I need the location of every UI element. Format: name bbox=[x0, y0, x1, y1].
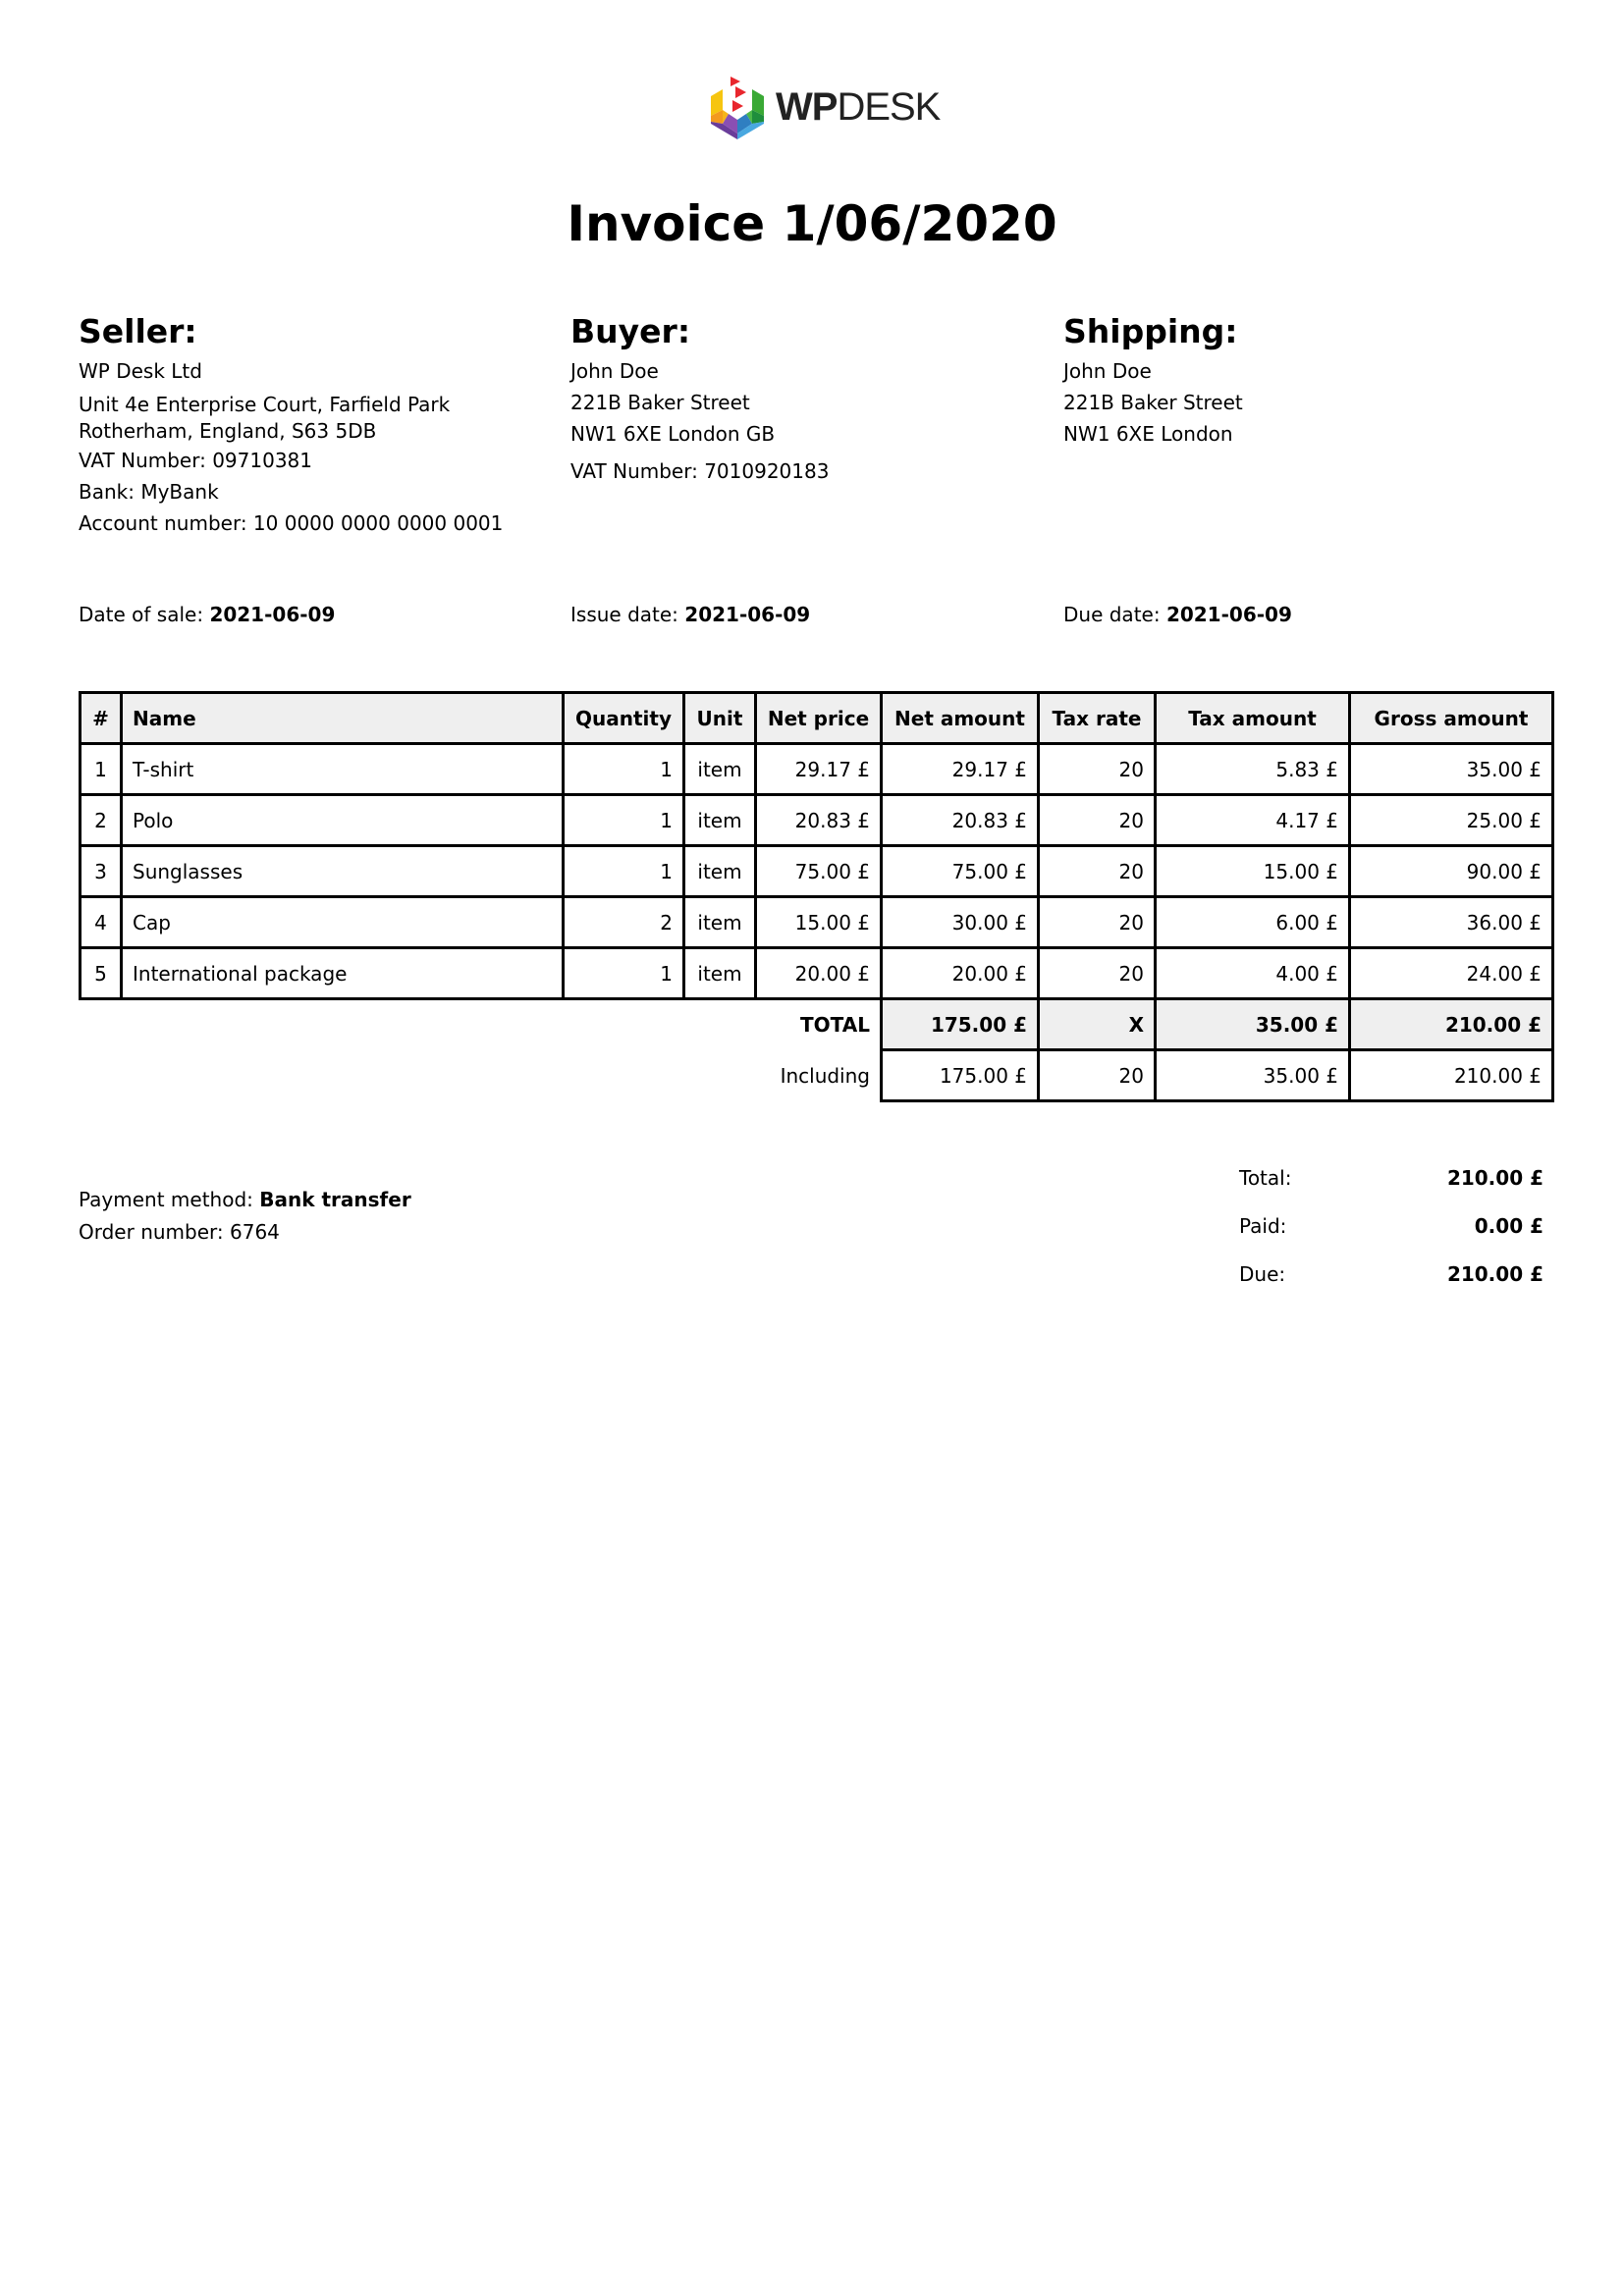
wpdesk-cube-logo-icon bbox=[709, 75, 766, 139]
buyer-city: NW1 6XE London GB bbox=[570, 422, 776, 446]
total-gross-amount: 210.00 £ bbox=[1350, 999, 1553, 1050]
cell-net-amount: 20.83 £ bbox=[882, 795, 1039, 846]
summary-total-label: Total: bbox=[1239, 1166, 1292, 1190]
order-number-value: 6764 bbox=[230, 1220, 280, 1244]
date-of-sale-value: 2021-06-09 bbox=[209, 603, 336, 626]
cell-unit: item bbox=[684, 846, 756, 897]
cell-net-amount: 29.17 £ bbox=[882, 744, 1039, 795]
column-header-tax-rate: Tax rate bbox=[1039, 693, 1156, 744]
cell-gross-amount: 24.00 £ bbox=[1350, 948, 1553, 999]
cell-number: 4 bbox=[81, 897, 122, 948]
cell-quantity: 1 bbox=[564, 846, 684, 897]
summary-total-value: 210.00 £ bbox=[1446, 1166, 1543, 1190]
issue-date-label: Issue date: bbox=[570, 603, 685, 626]
summary-due-row bbox=[1239, 1258, 1543, 1307]
cell-gross-amount: 25.00 £ bbox=[1350, 795, 1553, 846]
column-header-net-amount: Net amount bbox=[882, 693, 1039, 744]
summary-paid-value: 0.00 £ bbox=[1474, 1214, 1543, 1238]
cell-net-amount: 20.00 £ bbox=[882, 948, 1039, 999]
including-tax-amount: 35.00 £ bbox=[1156, 1050, 1350, 1101]
cell-gross-amount: 36.00 £ bbox=[1350, 897, 1553, 948]
due-date bbox=[1063, 603, 1292, 626]
shipping-name: John Doe bbox=[1063, 359, 1152, 383]
cell-tax-rate: 20 bbox=[1039, 897, 1156, 948]
including-tax-rate: 20 bbox=[1039, 1050, 1156, 1101]
total-label: TOTAL bbox=[800, 1013, 870, 1038]
due-date-value: 2021-06-09 bbox=[1165, 603, 1292, 626]
cell-net-price: 20.83 £ bbox=[756, 795, 882, 846]
cell-net-price: 29.17 £ bbox=[756, 744, 882, 795]
seller-bank: Bank: MyBank bbox=[79, 480, 219, 504]
company-logo bbox=[709, 73, 940, 141]
payment-info bbox=[79, 1184, 411, 1249]
summary-due-label: Due: bbox=[1239, 1262, 1286, 1286]
cell-net-price: 15.00 £ bbox=[756, 897, 882, 948]
seller-address-line1: Unit 4e Enterprise Court, Farfield Park bbox=[79, 393, 451, 416]
table-including-row bbox=[81, 1050, 1553, 1101]
including-label: Including bbox=[780, 1063, 870, 1088]
cell-net-amount: 30.00 £ bbox=[882, 897, 1039, 948]
cell-quantity: 2 bbox=[564, 897, 684, 948]
order-number bbox=[79, 1216, 411, 1249]
cell-unit: item bbox=[684, 744, 756, 795]
cell-name: T-shirt bbox=[122, 744, 564, 795]
cell-name: Sunglasses bbox=[122, 846, 564, 897]
cell-gross-amount: 90.00 £ bbox=[1350, 846, 1553, 897]
date-of-sale-label: Date of sale: bbox=[79, 603, 210, 626]
cell-quantity: 1 bbox=[564, 795, 684, 846]
cell-net-price: 75.00 £ bbox=[756, 846, 882, 897]
cell-number: 1 bbox=[81, 744, 122, 795]
payment-summary bbox=[1239, 1162, 1543, 1307]
column-header-net-price: Net price bbox=[756, 693, 882, 744]
column-header-quantity: Quantity bbox=[564, 693, 684, 744]
summary-paid-row bbox=[1239, 1210, 1543, 1258]
summary-due-value: 210.00 £ bbox=[1446, 1262, 1543, 1286]
cell-unit: item bbox=[684, 897, 756, 948]
total-tax-amount: 35.00 £ bbox=[1156, 999, 1350, 1050]
cell-net-amount: 75.00 £ bbox=[882, 846, 1039, 897]
total-net-amount: 175.00 £ bbox=[882, 999, 1039, 1050]
invoice-title: Invoice 1/06/2020 bbox=[567, 195, 1057, 252]
table-row bbox=[81, 897, 1553, 948]
seller-name: WP Desk Ltd bbox=[79, 359, 202, 383]
cell-tax-amount: 15.00 £ bbox=[1156, 846, 1350, 897]
cell-name: Polo bbox=[122, 795, 564, 846]
cell-quantity: 1 bbox=[564, 948, 684, 999]
summary-total-row bbox=[1239, 1162, 1543, 1210]
column-header-tax-amount: Tax amount bbox=[1156, 693, 1350, 744]
invoice-items-table bbox=[79, 691, 1554, 1102]
buyer-name: John Doe bbox=[570, 359, 659, 383]
cell-tax-rate: 20 bbox=[1039, 744, 1156, 795]
total-tax-rate: X bbox=[1039, 999, 1156, 1050]
table-header-row bbox=[81, 693, 1553, 744]
cell-number: 3 bbox=[81, 846, 122, 897]
due-date-label: Due date: bbox=[1063, 603, 1166, 626]
cell-tax-rate: 20 bbox=[1039, 948, 1156, 999]
table-row bbox=[81, 948, 1553, 999]
including-net-amount: 175.00 £ bbox=[882, 1050, 1039, 1101]
buyer-vat-number: VAT Number: 7010920183 bbox=[570, 459, 830, 483]
cell-tax-amount: 4.17 £ bbox=[1156, 795, 1350, 846]
column-header-name: Name bbox=[122, 693, 564, 744]
shipping-street: 221B Baker Street bbox=[1063, 391, 1243, 414]
payment-method bbox=[79, 1184, 411, 1216]
payment-method-label: Payment method: bbox=[79, 1188, 260, 1211]
shipping-city: NW1 6XE London bbox=[1063, 422, 1233, 446]
shipping-block bbox=[1063, 312, 1535, 450]
payment-method-value: Bank transfer bbox=[259, 1188, 411, 1211]
seller-block bbox=[79, 312, 550, 539]
seller-account-number: Account number: 10 0000 0000 0000 0001 bbox=[79, 511, 504, 535]
seller-address-line2: Rotherham, England, S63 5DB bbox=[79, 419, 377, 443]
buyer-heading: Buyer: bbox=[570, 312, 691, 350]
shipping-heading: Shipping: bbox=[1063, 312, 1238, 350]
cell-net-price: 20.00 £ bbox=[756, 948, 882, 999]
cell-name: Cap bbox=[122, 897, 564, 948]
cell-tax-amount: 4.00 £ bbox=[1156, 948, 1350, 999]
summary-paid-label: Paid: bbox=[1239, 1214, 1287, 1238]
cell-tax-amount: 6.00 £ bbox=[1156, 897, 1350, 948]
cell-tax-rate: 20 bbox=[1039, 846, 1156, 897]
cell-number: 5 bbox=[81, 948, 122, 999]
table-row bbox=[81, 795, 1553, 846]
order-number-label: Order number: bbox=[79, 1220, 230, 1244]
cell-name: International package bbox=[122, 948, 564, 999]
date-of-sale bbox=[79, 603, 335, 626]
seller-heading: Seller: bbox=[79, 312, 197, 350]
cell-tax-rate: 20 bbox=[1039, 795, 1156, 846]
buyer-street: 221B Baker Street bbox=[570, 391, 750, 414]
including-gross-amount: 210.00 £ bbox=[1350, 1050, 1553, 1101]
table-row bbox=[81, 846, 1553, 897]
issue-date bbox=[570, 603, 810, 626]
cell-number: 2 bbox=[81, 795, 122, 846]
seller-vat-number: VAT Number: 09710381 bbox=[79, 449, 312, 472]
cell-gross-amount: 35.00 £ bbox=[1350, 744, 1553, 795]
logo-brand-light: DESK bbox=[837, 84, 941, 129]
logo-brand-bold: WP bbox=[776, 84, 838, 129]
buyer-block bbox=[570, 312, 1042, 487]
cell-unit: item bbox=[684, 795, 756, 846]
issue-date-value: 2021-06-09 bbox=[684, 603, 811, 626]
column-header-gross-amount: Gross amount bbox=[1350, 693, 1553, 744]
cell-quantity: 1 bbox=[564, 744, 684, 795]
cell-unit: item bbox=[684, 948, 756, 999]
table-total-row bbox=[81, 999, 1553, 1050]
column-header-unit: Unit bbox=[684, 693, 756, 744]
cell-tax-amount: 5.83 £ bbox=[1156, 744, 1350, 795]
logo-wordmark bbox=[776, 85, 940, 130]
table-row bbox=[81, 744, 1553, 795]
column-header-number: # bbox=[81, 693, 122, 744]
